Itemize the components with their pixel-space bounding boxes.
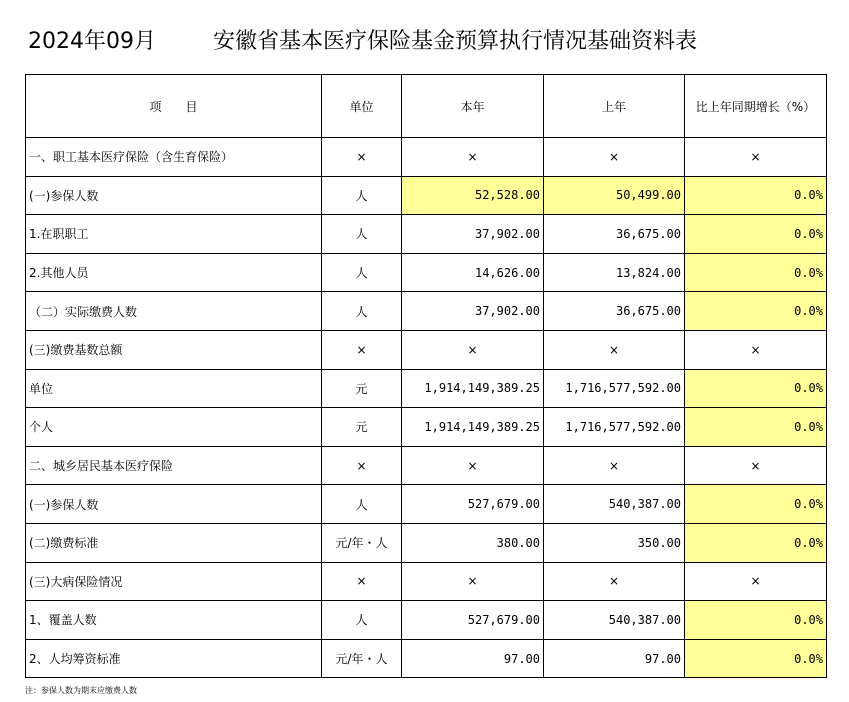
cell-previous-year: 50,499.00 <box>544 176 685 215</box>
cell-item: (一)参保人数 <box>26 176 322 215</box>
cell-item: 1、覆盖人数 <box>26 601 322 640</box>
cell-unit: × <box>322 446 402 485</box>
cell-unit: × <box>322 330 402 369</box>
cell-unit: 人 <box>322 292 402 331</box>
table-row <box>26 446 827 485</box>
table-row <box>26 601 827 640</box>
cell-growth: 0.0% <box>685 369 827 408</box>
cell-current-year: 37,902.00 <box>402 292 544 331</box>
cell-unit: 人 <box>322 215 402 254</box>
cell-current-year: 380.00 <box>402 523 544 562</box>
cell-growth: 0.0% <box>685 485 827 524</box>
cell-current-year: × <box>402 446 544 485</box>
table-row <box>26 408 827 447</box>
col-header-item: 项 目 <box>26 75 322 138</box>
cell-unit: × <box>322 562 402 601</box>
cell-current-year: 1,914,149,389.25 <box>402 369 544 408</box>
cell-previous-year: 540,387.00 <box>544 485 685 524</box>
cell-item: 1.在职职工 <box>26 215 322 254</box>
cell-item: 2.其他人员 <box>26 253 322 292</box>
cell-previous-year: 36,675.00 <box>544 215 685 254</box>
cell-growth: × <box>685 330 827 369</box>
budget-table <box>25 74 827 678</box>
col-header-unit: 单位 <box>322 75 402 138</box>
cell-current-year: 527,679.00 <box>402 601 544 640</box>
cell-current-year: × <box>402 330 544 369</box>
cell-previous-year: 350.00 <box>544 523 685 562</box>
table-row <box>26 330 827 369</box>
cell-item: （二）实际缴费人数 <box>26 292 322 331</box>
cell-unit: 人 <box>322 485 402 524</box>
col-header-current-year: 本年 <box>402 75 544 138</box>
cell-current-year: 1,914,149,389.25 <box>402 408 544 447</box>
col-header-previous-year: 上年 <box>544 75 685 138</box>
cell-growth: 0.0% <box>685 253 827 292</box>
table-row <box>26 639 827 678</box>
report-title: 安徽省基本医疗保险基金预算执行情况基础资料表 <box>213 29 698 54</box>
cell-unit: 人 <box>322 176 402 215</box>
cell-item: 二、城乡居民基本医疗保险 <box>26 446 322 485</box>
cell-unit: × <box>322 138 402 177</box>
cell-item: (二)缴费标准 <box>26 523 322 562</box>
cell-previous-year: × <box>544 138 685 177</box>
cell-unit: 元 <box>322 369 402 408</box>
cell-growth: 0.0% <box>685 176 827 215</box>
cell-previous-year: 540,387.00 <box>544 601 685 640</box>
footnote: 注：参保人数为期末应缴费人数 <box>25 686 137 695</box>
cell-growth: 0.0% <box>685 639 827 678</box>
cell-item: 一、职工基本医疗保险（含生育保险） <box>26 138 322 177</box>
cell-unit: 人 <box>322 601 402 640</box>
table-row <box>26 485 827 524</box>
cell-previous-year: × <box>544 446 685 485</box>
cell-item: 2、人均筹资标准 <box>26 639 322 678</box>
cell-unit: 元 <box>322 408 402 447</box>
cell-growth: 0.0% <box>685 292 827 331</box>
cell-item: (三)缴费基数总额 <box>26 330 322 369</box>
cell-previous-year: 36,675.00 <box>544 292 685 331</box>
cell-growth: × <box>685 562 827 601</box>
col-header-growth: 比上年同期增长（%） <box>685 75 827 138</box>
cell-previous-year: 1,716,577,592.00 <box>544 408 685 447</box>
cell-previous-year: 1,716,577,592.00 <box>544 369 685 408</box>
table-row <box>26 253 827 292</box>
cell-growth: 0.0% <box>685 215 827 254</box>
cell-growth: 0.0% <box>685 601 827 640</box>
cell-current-year: 97.00 <box>402 639 544 678</box>
table-row <box>26 138 827 177</box>
table-row <box>26 215 827 254</box>
cell-growth: × <box>685 138 827 177</box>
cell-item: (一)参保人数 <box>26 485 322 524</box>
cell-growth: 0.0% <box>685 408 827 447</box>
cell-item: 个人 <box>26 408 322 447</box>
cell-current-year: × <box>402 562 544 601</box>
table-row <box>26 562 827 601</box>
report-date: 2024年09月 <box>28 29 156 54</box>
header-row <box>26 75 827 138</box>
cell-unit: 元/年・人 <box>322 639 402 678</box>
cell-growth: × <box>685 446 827 485</box>
cell-item: (三)大病保险情况 <box>26 562 322 601</box>
cell-current-year: × <box>402 138 544 177</box>
cell-item: 单位 <box>26 369 322 408</box>
cell-current-year: 52,528.00 <box>402 176 544 215</box>
cell-previous-year: × <box>544 562 685 601</box>
table-row <box>26 369 827 408</box>
cell-previous-year: 97.00 <box>544 639 685 678</box>
table-row <box>26 292 827 331</box>
cell-previous-year: 13,824.00 <box>544 253 685 292</box>
cell-unit: 元/年・人 <box>322 523 402 562</box>
table-row <box>26 176 827 215</box>
cell-unit: 人 <box>322 253 402 292</box>
table-row <box>26 523 827 562</box>
cell-current-year: 527,679.00 <box>402 485 544 524</box>
cell-current-year: 14,626.00 <box>402 253 544 292</box>
cell-growth: 0.0% <box>685 523 827 562</box>
cell-previous-year: × <box>544 330 685 369</box>
cell-current-year: 37,902.00 <box>402 215 544 254</box>
